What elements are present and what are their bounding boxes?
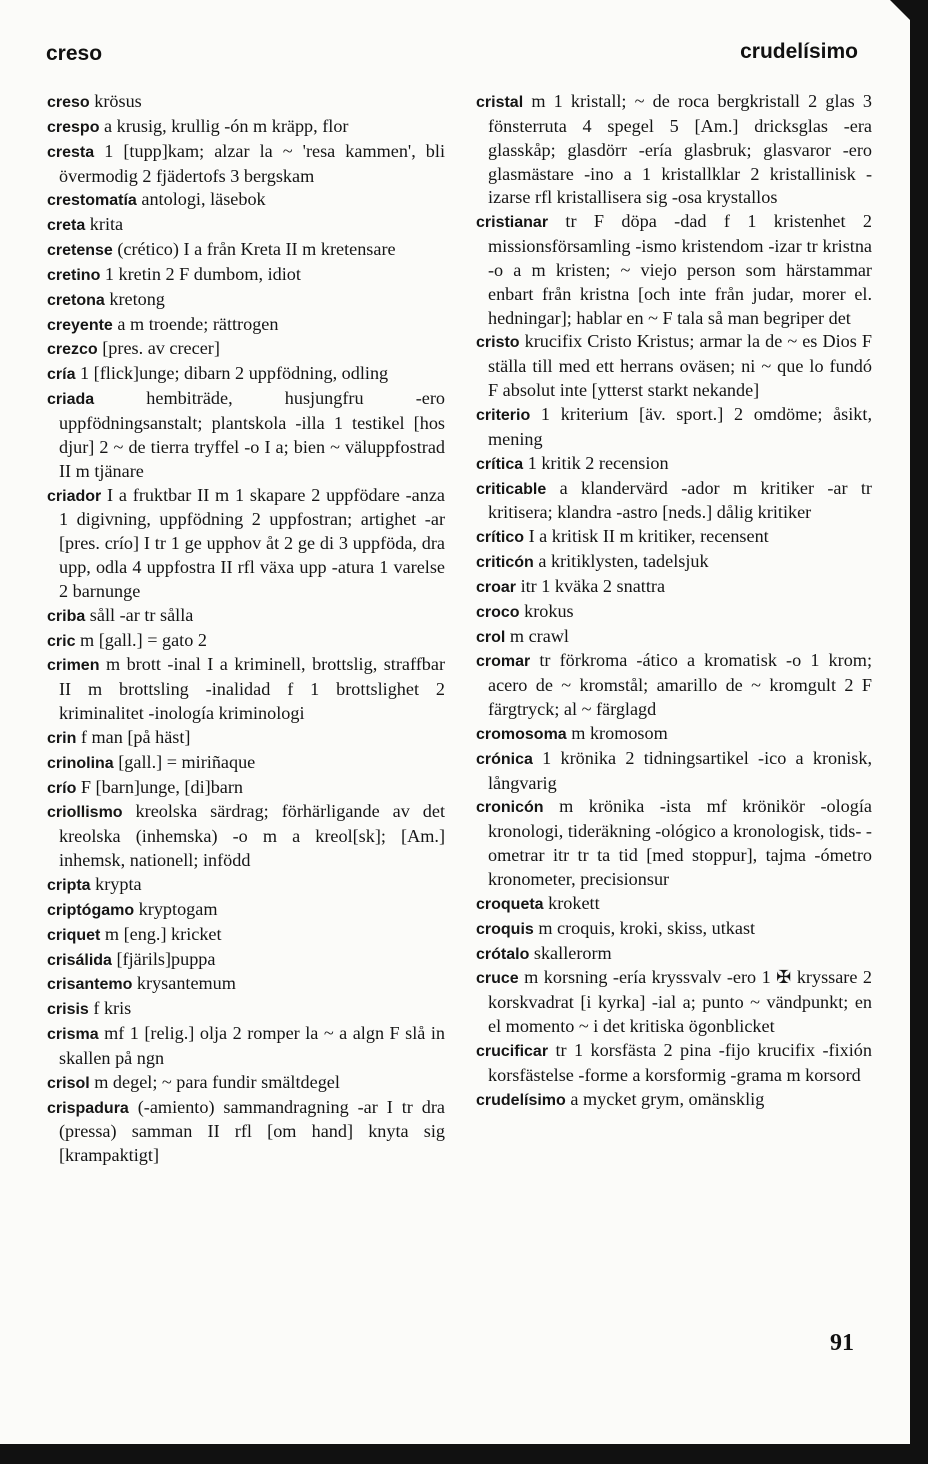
entry-definition: f kris bbox=[88, 998, 132, 1019]
entry-headword: cristo bbox=[476, 334, 520, 352]
dictionary-entry bbox=[47, 213, 445, 238]
entry-definition: (-amiento) sammandragning -ar I tr dra (pressa) samman II rfl [om hand] knyta sig [krampaktigt] bbox=[59, 1096, 445, 1166]
entry-headword: crisálida bbox=[47, 951, 112, 969]
right-column bbox=[476, 90, 872, 1112]
entry-definition: m kromosom bbox=[566, 722, 668, 743]
entry-definition: krysantemum bbox=[132, 973, 236, 994]
entry-headword: cronicón bbox=[476, 799, 544, 817]
dictionary-entry bbox=[47, 997, 445, 1022]
entry-definition: tr F döpa -dad f 1 kristenhet 2 missionsförsamling -ismo kristendom -izar tr kristna -o a m kristen; ~ viejo person som härstammar enbart från kristna [och inte från judar, morer el. hedningar]; hablar en ~ F tala så man begriper det bbox=[488, 211, 872, 328]
dictionary-entry bbox=[476, 600, 872, 625]
entry-headword: crispadura bbox=[47, 1099, 129, 1117]
dictionary-entry bbox=[47, 115, 445, 140]
entry-definition: krokus bbox=[519, 600, 574, 621]
dictionary-entry bbox=[47, 288, 445, 313]
entry-definition: skallerorm bbox=[529, 942, 612, 963]
entry-headword: crisantemo bbox=[47, 976, 133, 994]
dictionary-entry bbox=[47, 387, 445, 483]
dictionary-entry bbox=[47, 873, 445, 898]
entry-definition: 1 kretin 2 F dumbom, idiot bbox=[100, 263, 301, 284]
running-head-right: crudelísimo bbox=[740, 40, 858, 63]
entry-headword: criticable bbox=[476, 480, 547, 498]
dictionary-entry bbox=[476, 892, 872, 917]
entry-definition: I a kritisk II m kritiker, recensent bbox=[524, 526, 769, 547]
entry-definition: m krönika -ista mf krönikör -ología kronologi, tideräkning -ológico a kronologisk, tids- -ometrar itr tr ta tid [med stoppur], tajma -ómetro kronometer, precisionsur bbox=[488, 796, 872, 889]
entry-definition: krokett bbox=[543, 892, 600, 913]
entry-headword: criador bbox=[47, 487, 102, 505]
entry-definition: a mycket grym, omänsklig bbox=[565, 1088, 765, 1109]
entry-headword: crestomatía bbox=[47, 192, 137, 210]
dictionary-entry bbox=[476, 525, 872, 550]
entry-definition: F [barn]unge, [di]barn bbox=[76, 776, 244, 797]
entry-headword: criada bbox=[47, 391, 95, 409]
entry-definition: 1 [tupp]kam; alzar la ~ 'resa kammen', bli övermodig 2 fjädertofs 3 bergskam bbox=[59, 140, 445, 186]
dictionary-entry bbox=[47, 313, 445, 338]
entry-headword: crisol bbox=[47, 1074, 90, 1092]
entry-headword: crimen bbox=[47, 657, 100, 675]
entry-headword: croqueta bbox=[476, 895, 544, 913]
entry-definition: m korsning -ería kryssvalv -ero 1 ✠ kryssare 2 korskvadrat [i kyrka] -ial a; punto ~ vändpunkt; en el momento ~ i det kritiska ögonblicket bbox=[488, 967, 872, 1037]
entry-headword: creso bbox=[47, 94, 90, 111]
entry-headword: croco bbox=[476, 603, 520, 621]
entry-definition: m degel; ~ para fundir smältdegel bbox=[89, 1071, 340, 1092]
running-head-left: creso bbox=[46, 42, 103, 65]
entry-definition: kryptogam bbox=[134, 898, 218, 919]
entry-definition: hembiträde, husjungfru -ero uppfödningsanstalt; plantskola -illa 1 testikel [hos djur] 2 ~ de tierra tryffel -o I a; bien ~ väluppfostrad II m tjänare bbox=[59, 388, 445, 481]
entry-definition: m brott -inal I a kriminell, brottslig, straffbar II m brottsling -inalidad f 1 brottslighet 2 kriminalitet -inología kriminologi bbox=[59, 654, 445, 724]
entry-definition: f man [på häst] bbox=[76, 726, 191, 747]
entry-headword: criba bbox=[47, 607, 86, 625]
entry-headword: criterio bbox=[476, 406, 531, 424]
dictionary-entry bbox=[476, 330, 872, 403]
entry-headword: cretense bbox=[47, 242, 113, 260]
dictionary-entry bbox=[476, 452, 872, 477]
dictionary-entry bbox=[47, 726, 445, 751]
page-number: 91 bbox=[830, 1330, 854, 1356]
entry-headword: crótalo bbox=[476, 945, 530, 963]
entry-definition: 1 kritik 2 recension bbox=[523, 452, 669, 473]
entry-definition: 1 [flick]unge; dibarn 2 uppfödning, odling bbox=[75, 363, 389, 384]
entry-definition: a klandervärd -ador m kritiker -ar tr kritisera; klandra -astro [neds.] dålig kritiker bbox=[488, 477, 872, 523]
dictionary-entry bbox=[47, 800, 445, 873]
entry-definition: tr 1 korsfästa 2 pina -fijo krucifix -fixión korsfästelse -forme a korsformig -grama m korsord bbox=[488, 1039, 872, 1085]
entry-definition: I a fruktbar II m 1 skapare 2 uppfödare -anza 1 digivning, uppfödning 2 uppfostran; artighet -ar [pres. crío] I tr 1 ge upphov åt 2 ge di 3 uppföda, dra upp, odla 4 uppfostra II rfl växa upp -atura 1 varelse 2 barnunge bbox=[59, 484, 445, 601]
dictionary-entry bbox=[47, 948, 445, 973]
dictionary-entry bbox=[476, 1088, 872, 1113]
dictionary-entry bbox=[476, 649, 872, 722]
entry-headword: cruce bbox=[476, 970, 519, 988]
dictionary-entry bbox=[476, 403, 872, 452]
entry-definition: m crawl bbox=[505, 625, 569, 646]
entry-definition: antologi, läsebok bbox=[136, 189, 266, 210]
entry-definition: krita bbox=[85, 214, 124, 235]
dictionary-entry bbox=[47, 484, 445, 604]
entry-headword: crío bbox=[47, 779, 77, 797]
dictionary-entry bbox=[476, 795, 872, 891]
dictionary-entry bbox=[47, 1096, 445, 1169]
entry-headword: cría bbox=[47, 366, 76, 384]
entry-headword: crol bbox=[476, 628, 506, 646]
entry-definition: m [eng.] kricket bbox=[100, 923, 222, 944]
entry-definition: m croquis, kroki, skiss, utkast bbox=[533, 917, 756, 938]
entry-headword: cretino bbox=[47, 266, 101, 284]
entry-definition: 1 kriterium [äv. sport.] 2 omdöme; åsikt, mening bbox=[488, 403, 872, 449]
dictionary-entry bbox=[47, 188, 445, 213]
dictionary-entry bbox=[47, 238, 445, 263]
dictionary-entry bbox=[47, 140, 445, 189]
entry-definition: [gall.] = miriñaque bbox=[113, 751, 256, 772]
dictionary-entry bbox=[47, 1022, 445, 1071]
entry-definition: [pres. av crecer] bbox=[97, 338, 220, 359]
dictionary-entry bbox=[47, 898, 445, 923]
dictionary-entry bbox=[47, 653, 445, 726]
dictionary-entry bbox=[476, 942, 872, 967]
entry-definition: tr förkroma -ático a kromatisk -o 1 krom; acero de ~ kromstål; amarillo de ~ kromgult 2 F färgtryck; al ~ färglagd bbox=[488, 650, 872, 720]
entry-definition: 1 krönika 2 tidningsartikel -ico a kronisk, långvarig bbox=[488, 747, 872, 793]
dictionary-entry bbox=[47, 263, 445, 288]
entry-definition: a kritiklysten, tadelsjuk bbox=[533, 551, 709, 572]
entry-definition: a krusig, krullig -ón m kräpp, flor bbox=[99, 115, 349, 136]
entry-headword: cromosoma bbox=[476, 725, 567, 743]
dictionary-entry bbox=[47, 629, 445, 654]
entry-definition: a m troende; rättrogen bbox=[112, 313, 279, 334]
dictionary-entry bbox=[476, 747, 872, 796]
dictionary-entry bbox=[47, 972, 445, 997]
entry-headword: cretona bbox=[47, 291, 105, 309]
entry-headword: criticón bbox=[476, 554, 534, 572]
entry-headword: cristianar bbox=[476, 214, 549, 232]
entry-definition: kreolska särdrag; förhärligande av det kreolska (inhemska) -o m a kreol[sk]; [Am.] inhemsk, nationell; infödd bbox=[59, 801, 445, 871]
entry-headword: creta bbox=[47, 217, 86, 235]
entry-headword: crinolina bbox=[47, 754, 114, 772]
dictionary-entry bbox=[47, 923, 445, 948]
dictionary-entry bbox=[476, 550, 872, 575]
dictionary-entry bbox=[47, 776, 445, 801]
entry-headword: cripta bbox=[47, 877, 91, 894]
dictionary-entry bbox=[476, 917, 872, 942]
entry-headword: crisis bbox=[47, 1001, 89, 1019]
entry-headword: cresta bbox=[47, 143, 95, 161]
entry-headword: criquet bbox=[47, 926, 101, 944]
entry-definition: m [gall.] = gato 2 bbox=[75, 629, 207, 650]
dictionary-entry bbox=[476, 575, 872, 600]
entry-definition: itr 1 kväka 2 snattra bbox=[516, 575, 666, 596]
dictionary-entry bbox=[476, 1039, 872, 1088]
entry-headword: crudelísimo bbox=[476, 1091, 566, 1109]
entry-headword: cromar bbox=[476, 653, 531, 671]
entry-definition: kretong bbox=[104, 288, 165, 309]
dictionary-entry bbox=[47, 90, 445, 115]
entry-definition: krösus bbox=[89, 91, 142, 111]
dictionary-entry bbox=[476, 966, 872, 1039]
dictionary-entry bbox=[476, 722, 872, 747]
dictionary-entry bbox=[47, 751, 445, 776]
entry-definition: såll -ar tr sålla bbox=[85, 604, 194, 625]
dictionary-entry bbox=[47, 337, 445, 362]
dictionary-entry bbox=[476, 90, 872, 210]
dictionary-entry bbox=[476, 210, 872, 330]
entry-headword: crin bbox=[47, 729, 77, 747]
entry-headword: croar bbox=[476, 578, 517, 596]
entry-headword: criollismo bbox=[47, 804, 123, 822]
entry-headword: crezco bbox=[47, 341, 98, 359]
entry-headword: crucificar bbox=[476, 1042, 549, 1060]
entry-headword: cristal bbox=[476, 94, 524, 111]
corner-mark bbox=[890, 0, 910, 20]
entry-headword: crespo bbox=[47, 118, 100, 136]
entry-headword: crítico bbox=[476, 529, 525, 547]
entry-headword: crisma bbox=[47, 1026, 99, 1044]
entry-definition: [fjärils]puppa bbox=[111, 948, 216, 969]
left-column bbox=[47, 90, 445, 1168]
entry-definition: mf 1 [relig.] olja 2 romper la ~ a algn F slå in skallen på ngn bbox=[59, 1023, 445, 1068]
entry-definition: krypta bbox=[90, 874, 142, 894]
entry-definition: m 1 kristall; ~ de roca bergkristall 2 glas 3 fönsterruta 4 spegel 5 [Am.] dricksglas -era glasskåp; glasdörr -ería glasbruk; glasvaror -ero glasmästare -ino a 1 kristallklar 2 kristallinisk -izarse rfl kristallisera sig -osa krystallos bbox=[488, 91, 872, 208]
dictionary-entry bbox=[476, 625, 872, 650]
dictionary-entry bbox=[47, 1071, 445, 1096]
dictionary-entry bbox=[476, 477, 872, 526]
dictionary-entry bbox=[47, 362, 445, 387]
dictionary-entry bbox=[47, 604, 445, 629]
entry-headword: crítica bbox=[476, 455, 524, 473]
entry-headword: creyente bbox=[47, 316, 113, 334]
entry-headword: criptógamo bbox=[47, 901, 135, 919]
entry-headword: crónica bbox=[476, 750, 533, 768]
entry-definition: (crético) I a från Kreta II m kretensare bbox=[112, 239, 396, 260]
entry-headword: cric bbox=[47, 632, 76, 650]
entry-definition: krucifix Cristo Kristus; armar la de ~ es Dios F ställa till med ett herrans oväsen; ni ~ que lo fundó F absolut inte [ytterst starkt nekande] bbox=[488, 331, 872, 401]
entry-headword: croquis bbox=[476, 920, 534, 938]
